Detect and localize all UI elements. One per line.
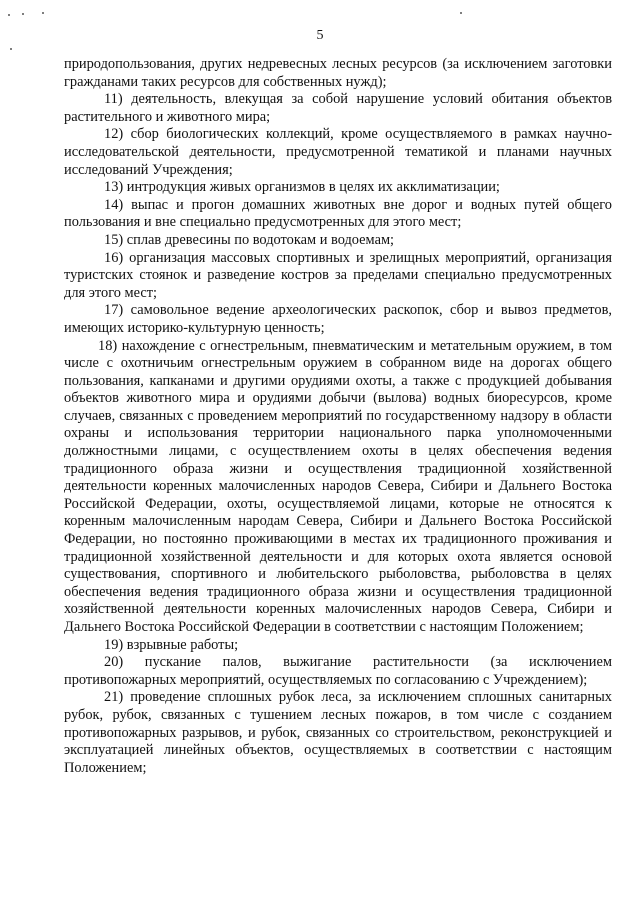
- paragraph-18: 18) нахождение с огнестрельным, пневматическим и метательным оружием, в том числе с охотничьим огнестрельным оружием в собранном виде на дорогах общего пользования, капканами и другими орудиями охоты, а также с продукцией добывания объектов животного мира и орудиями добычи (вылова) водных биоресурсов, кроме случаев, связанных с проведением мероприятий по государственному надзору в области охраны и использования территории национального парка уполномоченными должностными лицами, с осуществлением охоты в целях обеспечения ведения традиционного образа жизни и осуществления традиционной хозяйственной деятельности коренных малочисленных народов Севера, Сибири и Дальнего Востока Российской Федерации, охоты, осуществляемой лицами, которые не относятся к коренным малочисленным народам Севера, Сибири и Дальнего Востока Российской Федерации, но постоянно проживающими в местах их традиционного проживания и традиционной хозяйственной деятельности и для которых охота является основой существования, спортивного и любительского рыболовства, рыболовства в целях обеспечения ведения традиционного образа жизни и осуществления традиционной хозяйственной деятельности коренных малочисленных народов Севера, Сибири и Дальнего Востока Российской Федерации в соответствии с настоящим Положением;: [64, 337, 612, 635]
- paragraph-10-continuation: природопользования, других недревесных лесных ресурсов (за исключением заготовки гражданами таких ресурсов для собственных нужд);: [64, 56, 612, 90]
- paragraph-13: 13) интродукция живых организмов в целях их акклиматизации;: [104, 179, 500, 196]
- page-number: 5: [316, 28, 324, 43]
- scan-speck: [460, 12, 462, 14]
- paragraph-17: 17) самовольное ведение археологических раскопок, сбор и вывоз предметов, имеющих историко-культурную ценность;: [64, 302, 612, 336]
- scan-speck: [10, 48, 12, 50]
- paragraph-12: 12) сбор биологических коллекций, кроме осуществляемого в рамках научно-исследовательской деятельности, предусмотренной тематикой и планами научных исследований Учреждения;: [64, 126, 612, 178]
- paragraph-16: 16) организация массовых спортивных и зрелищных мероприятий, организация туристских стоянок и разведение костров за пределами специально предусмотренных для этого мест;: [64, 249, 612, 301]
- paragraph-19: 19) взрывные работы;: [104, 636, 239, 653]
- paragraph-21: 21) проведение сплошных рубок леса, за исключением сплошных санитарных рубок, рубок, связанных с тушением лесных пожаров, в том числе с созданием противопожарных разрывов, и рубок, связанных со строительством, реконструкцией и эксплуатацией линейных объектов, осуществляемых в соответствии с настоящим Положением;: [64, 689, 612, 776]
- scan-speck: [8, 14, 10, 16]
- scan-speck: [22, 13, 24, 15]
- paragraph-20: 20) пускание палов, выжигание растительности (за исключением противопожарных мероприятий, осуществляемых по согласованию с Учреждением);: [64, 654, 612, 688]
- paragraph-14: 14) выпас и прогон домашних животных вне дорог и водных путей общего пользования и вне специально предусмотренных для этого мест;: [64, 196, 612, 231]
- scan-speck: [42, 12, 44, 14]
- paragraph-15: 15) сплав древесины по водотокам и водоемам;: [104, 231, 395, 248]
- paragraph-11: 11) деятельность, влекущая за собой нарушение условий обитания объектов растительного и животного мира;: [64, 91, 612, 125]
- document-body: [64, 56, 612, 777]
